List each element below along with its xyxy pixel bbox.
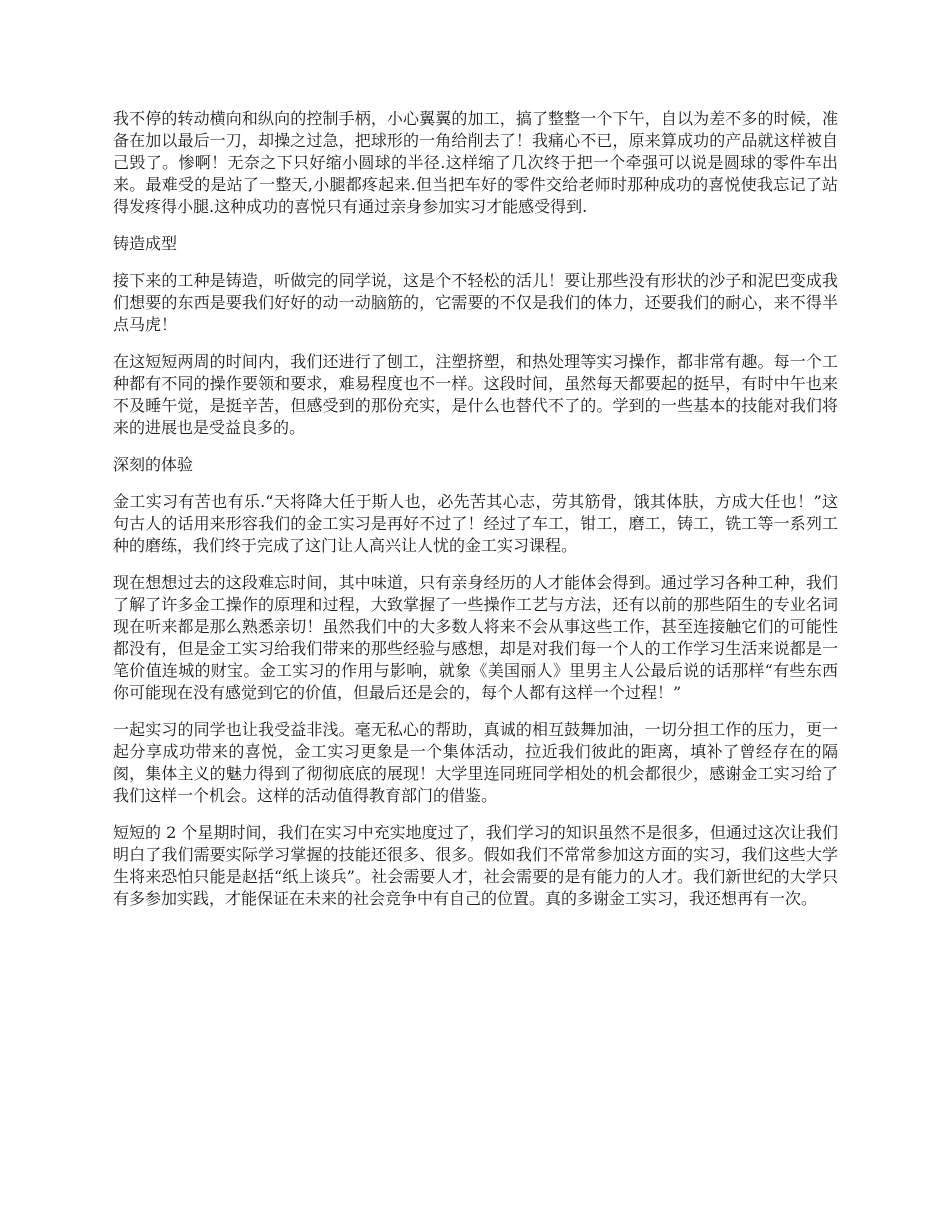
- section-heading-deep-experience: 深刻的体验: [113, 455, 194, 474]
- section-heading-casting: 铸造成型: [113, 234, 178, 253]
- paragraph-casting: 接下来的工种是铸造，听做完的同学说，这是个不轻松的活儿！要让那些没有形状的沙子和泥巴变成我们想要的东西是要我们好好的动一动脑筋的，它需要的不仅是我们的体力，还要我们的耐心，来不得半点马虎！: [113, 271, 838, 334]
- paragraph-other-workshops: 在这短短两周的时间内，我们还进行了刨工，注塑挤塑，和热处理等实习操作，都非常有趣。每一个工种都有不同的操作要领和要求，难易程度也不一样。这段时间，虽然每天都要起的挺早，有时中午也来不及睡午觉，是挺辛苦，但感受到的那份充实，是什么也替代不了的。学到的一些基本的技能对我们将来的进展也是受益良多的。: [113, 352, 838, 437]
- paragraph-lathe-experience: 我不停的转动横向和纵向的控制手柄，小心翼翼的加工，搞了整整一个下午，自以为差不多的时候，准备在加以最后一刀，却操之过急，把球形的一角给削去了！我痛心不已，原来算成功的产品就这样被自己毁了。惨啊！无奈之下只好缩小圆球的半径.这样缩了几次终于把一个牵强可以说是圆球的零件车出来。最难受的是站了一整天,小腿都疼起来.但当把车好的零件交给老师时那种成功的喜悦使我忘记了站得发疼得小腿.这种成功的喜悦只有通过亲身参加实习才能感受得到.: [113, 109, 838, 216]
- paragraph-conclusion: 短短的 2 个星期时间，我们在实习中充实地度过了，我们学习的知识虽然不是很多，但通过这次让我们明白了我们需要实际学习掌握的技能还很多、很多。假如我们不常常参加这方面的实习，我们这些大学生将来恐怕只能是赵括“纸上谈兵”。社会需要人才，社会需要的是有能力的人才。我们新世纪的大学只有多参加实践，才能保证在未来的社会竞争中有自己的位置。真的多谢金工实习，我还想再有一次。: [113, 823, 838, 908]
- paragraph-reflection: 现在想想过去的这段难忘时间，其中味道，只有亲身经历的人才能体会得到。通过学习各种工种，我们了解了许多金工操作的原理和过程，大致掌握了一些操作工艺与方法，还有以前的那些陌生的专业名词现在听来都是那么熟悉亲切！虽然我们中的大多数人将来不会从事这些工作，甚至连接触它们的可能性都没有，但是金工实习给我们带来的那些经验与感想，却是对我们每一个人的工作学习生活来说都是一笔价值连城的财宝。金工实习的作用与影响，就象《美国丽人》里男主人公最后说的话那样“有些东西你可能现在没有感觉到它的价值，但最后还是会的，每个人都有这样一个过程！”: [113, 573, 838, 702]
- paragraph-hardship-and-joy: 金工实习有苦也有乐.“天将降大任于斯人也，必先苦其心志，劳其筋骨，饿其体肤，方成大任也！”这句古人的话用来形容我们的金工实习是再好不过了！经过了车工，钳工，磨工，铸工，铣工等一系列工种的磨练，我们终于完成了这门让人高兴让人忧的金工实习课程。: [113, 492, 838, 555]
- paragraph-classmates: 一起实习的同学也让我受益非浅。毫无私心的帮助，真诚的相互鼓舞加油，一切分担工作的压力，更一起分享成功带来的喜悦，金工实习更象是一个集体活动，拉近我们彼此的距离，填补了曾经存在的隔阂，集体主义的魅力得到了彻彻底底的展现！大学里连同班同学相处的机会都很少，感谢金工实习给了我们这样一个机会。这样的活动值得教育部门的借鉴。: [113, 720, 838, 805]
